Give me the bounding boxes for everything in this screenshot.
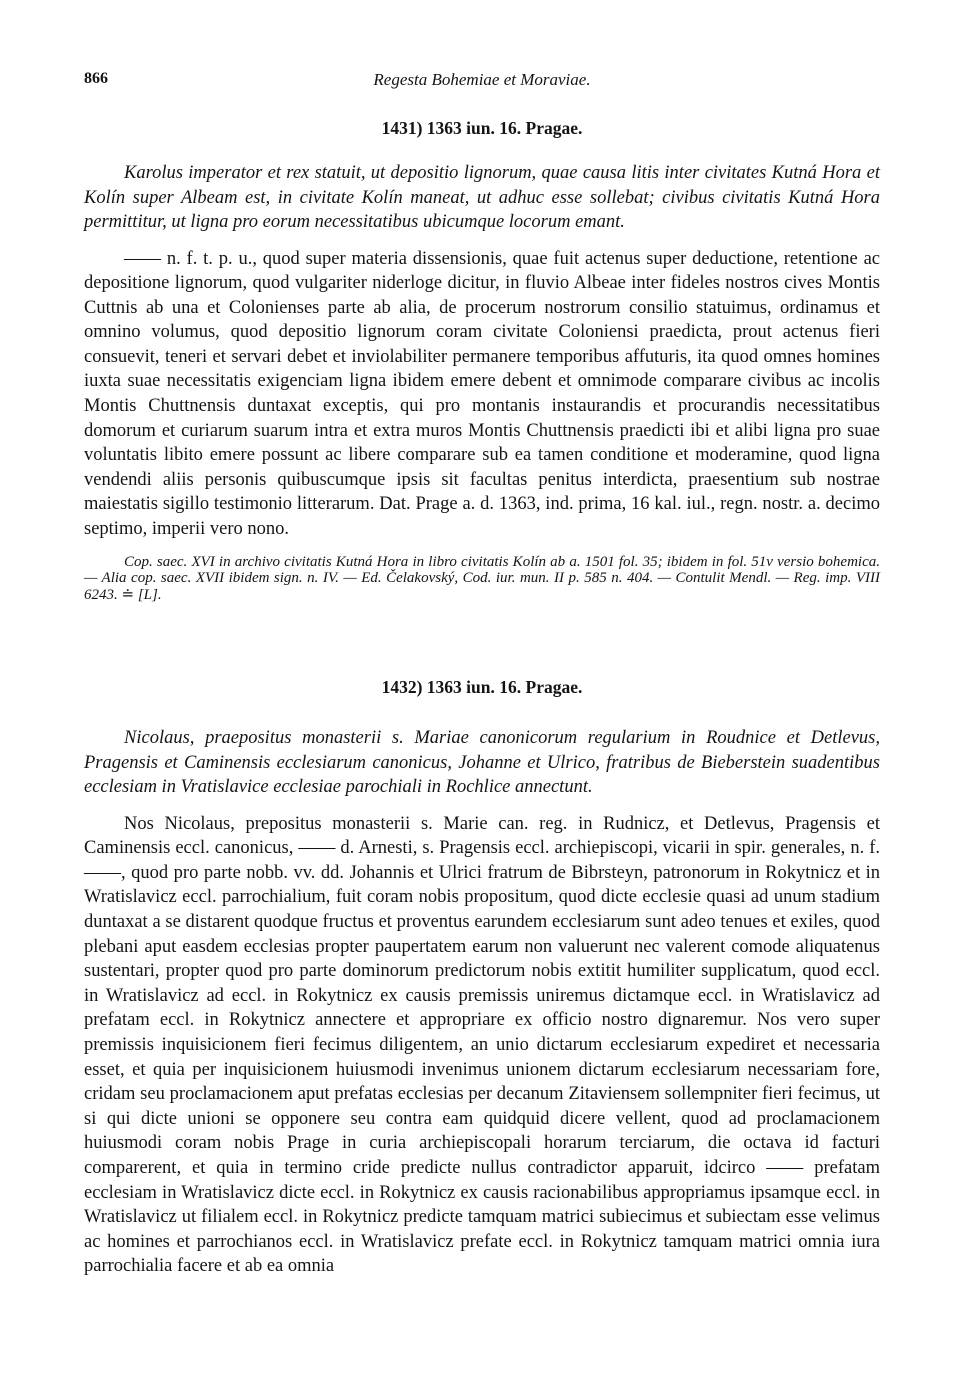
entry-note: Cop. saec. XVI in archivo civitatis Kutná Hora in libro civitatis Kolín ab a. 1501 fol. 35; ibidem in fol. 51v versio bohemica. — Alia cop. saec. XVII ibidem sign. n. IV. — Ed. Čelakovský, Cod. iur. mun. II p. 585 n. 404. — Contulit Mendl. — Reg. imp. VIII 6243. ≐ [L]. [84, 553, 880, 603]
entry-heading: 1432) 1363 iun. 16. Pragae. [381, 677, 583, 698]
entry-regest: Nicolaus, praepositus monasterii s. Mariae canonicorum regularium in Roudnice et Detlevus, Pragensis et Caminensis ecclesiarum canonicus, Johanne et Ulrico, fratribus de Bieberstein suadentibus ecclesiam in Vratislavice ecclesiae parochiali in Rochlice annectunt. [84, 728, 880, 798]
entry-text: —— n. f. t. p. u., quod super materia dissensionis, quae fuit actenus super deductione, retentione ac depositione lignorum, quod vulgariter niderloge dicitur, in fluvio Albeae inter fideles nostros cives Montis Cuttnis ab una et Colonienses parte ab alia, de procerum nostrorum consilio statuimus, ordinamus et omnino volumus, quod depositio lignorum coram civitate Coloniensi praedicta, prout actenus fieri consuevit, teneri et servari debet et inviolabiliter permanere temporibus affuturis, ita quod omnes homines iuxta suae necessitatis exigenciam ligna ibidem emere debent et omnimode comparare civibus ac incolis Montis Chuttnensis duntaxat exceptis, qui pro montanis instaurandis et procurandis necessitatibus domorum et curiarum suarum intra et extra muros Montis Chuttnensis praedicti ibi et alibi ligna pro suae voluntatis libito emere possunt ac libere comparare sub ea tamen conditione et moderamine, quod ligna vendendi aliis personis quibuscumque ipsis sit facultas penitus interdicta, praesentium sub nostrae maiestatis sigillo testimonio litterarum. Dat. Prage a. d. 1363, ind. prima, 16 kal. iul., regn. nostr. a. decimo septimo, imperii vero nono. [84, 248, 880, 540]
page-header [84, 64, 880, 90]
entry-text: Nos Nicolaus, prepositus monasterii s. Marie can. reg. in Rudnicz, et Detlevus, Pragensis et Caminensis eccl. canonicus, —— d. Arnesti, s. Pragensis eccl. archiepiscopi, vicarii in spir. generales, n. f. ——, quod pro parte nobb. vv. dd. Johannis et Ulrici fratrum de Bibrsteyn, patronorum in Rokytnicz et in Wratislavicz eccl. parrochialium, fuit coram nobis propositum, quod dicte ecclesie quasi ad unum stadium duntaxat a se distarent quodque fructus et proventus earundem ecclesiarum sunt adeo tenues et exiles, quod plebani aput easdem ecclesias propter paupertatem earum non valuerunt nec valerent comode aliquatenus sustentari, propter quod pro parte dominorum predictorum nobis extitit humiliter supplicatum, quod eccl. in Wratislavicz ad eccl. in Rokytnicz ex causis premissis uniremus dictamque eccl. in Wratislavicz ad prefatam eccl. in Rokytnicz annectere et appropriare ex officio nostro dignaremur. Nos vero super premissis inquisicionem fieri fecimus diligentem, an unio dictarum ecclesiarum expediret et necessaria esset, et quia per inquisicionem huiusmodi invenimus unionem dictarum ecclesiarum necessariam fore, cridam seu proclamacionem aput prefatas ecclesias per decanum Zitaviensem sollempniter fieri fecimus, ut si qui dicte unioni se opponere seu contra eam quidquid dicere vellent, quod ad proclamacionem huiusmodi coram nobis Prage in curia archiepiscopali horarum terciarum, die octava id facturi comparerent, et quia in termino cride predicte nullus contradictor apparuit, idcirco —— prefatam ecclesiam in Wratislavicz dicte eccl. in Rokytnicz ex causis racionabilibus appropriamus ipsamque eccl. in Wratislavicz ut filialem eccl. in Rokytnicz predicte tamquam matrici subiecimus et subiectam esse velimus ac homines et parrochianos eccl. in Wratislavicz prefate eccl. in Rokytnicz tamquam matrici omnia iura parrochialia facere et ab ea omnia [84, 813, 880, 1277]
running-title: Regesta Bohemiae et Moraviae. [373, 70, 591, 89]
page-number: 866 [84, 70, 108, 87]
page [84, 64, 880, 1279]
entry-heading: 1431) 1363 iun. 16. Pragae. [381, 118, 583, 138]
entry-regest: Karolus imperator et rex statuit, ut depositio lignorum, quae causa litis inter civitates Kutná Hora et Kolín super Albeam est, in civitate Kolín maneat, ut adhuc esse sollebat; civibus civitatis Kutná Hora permittitur, ut ligna pro eorum necessitatibus ubicumque locorum emant. [84, 163, 880, 232]
